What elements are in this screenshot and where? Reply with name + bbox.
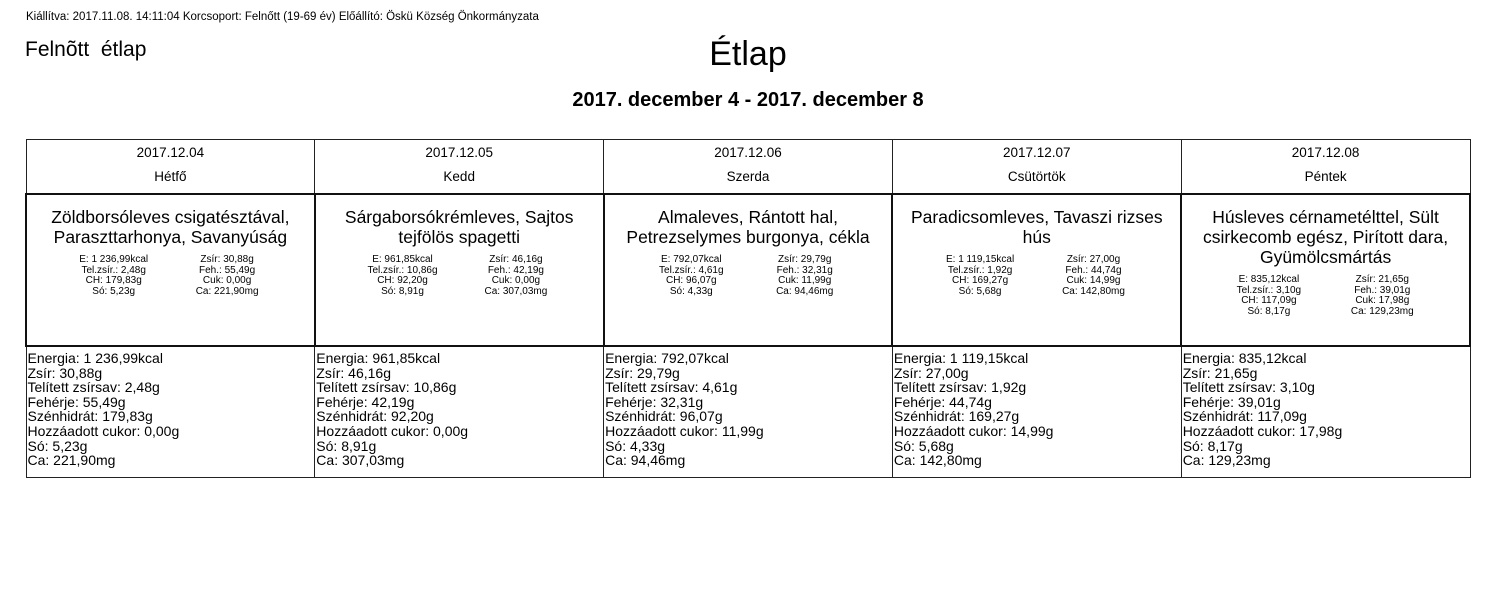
summary-protein: Feh.: 42,19g	[487, 264, 544, 276]
day-date: 2017.12.08	[1291, 145, 1360, 160]
nutrition-protein: Fehérje: 44,74g	[893, 393, 992, 410]
meal-name: Húsleves cérnametélttel, Sült csirkecomb egész, Pirított dara, Gyümölcsmártás	[1203, 207, 1449, 267]
nutrition-sat-fat: Telített zsírsav: 4,61g	[605, 379, 738, 396]
nutrition-carbs: Szénhidrát: 92,20g	[316, 408, 434, 425]
summary-calcium: Ca: 221,90mg	[195, 285, 259, 297]
summary-energy: E: 835,12kcal	[1238, 274, 1300, 285]
day-weekday: Kedd	[443, 169, 475, 184]
summary-salt: Só: 8,17g	[1247, 305, 1291, 317]
day-weekday: Szerda	[726, 169, 770, 184]
nutrition-energy: Energia: 961,85kcal	[316, 350, 441, 366]
summary-sugar: Cuk: 14,99g	[1066, 275, 1121, 286]
summary-carbs: CH: 96,07g	[665, 275, 717, 286]
summary-left	[1212, 275, 1325, 317]
summary-right	[170, 255, 283, 297]
summary-sugar: Cuk: 11,99g	[778, 275, 832, 286]
nutrition-added-sugar: Hozzáadott cukor: 14,99g	[893, 422, 1054, 439]
nutrition-sat-fat: Telített zsírsav: 10,86g	[316, 379, 457, 396]
nutrition-added-sugar: Hozzáadott cukor: 0,00g	[27, 422, 180, 439]
day-date: 2017.12.07	[1003, 145, 1071, 160]
nutrition-protein: Fehérje: 55,49g	[27, 393, 126, 410]
day-header	[892, 140, 1181, 195]
nutrition-cell	[1181, 346, 1470, 478]
summary-energy: E: 1 119,15kcal	[945, 254, 1015, 265]
summary-sat-fat: Tel.zsír.: 3,10g	[1236, 284, 1302, 296]
meal-name: Zöldborsóleves csigatésztával, Paraszttarhonya, Savanyúság	[51, 207, 290, 247]
summary-carbs: CH: 179,83g	[85, 275, 142, 286]
date-range: 2017. december 4 - 2017. december 8	[572, 89, 924, 111]
nutrition-fat: Zsír: 27,00g	[893, 364, 969, 381]
nutrition-salt: Só: 8,91g	[316, 437, 377, 454]
summary-salt: Só: 8,91g	[381, 285, 424, 297]
day-header	[604, 140, 893, 195]
nutrition-added-sugar: Hozzáadott cukor: 11,99g	[605, 422, 764, 439]
nutrition-carbs: Szénhidrát: 169,27g	[893, 408, 1020, 425]
summary-right	[748, 255, 861, 297]
nutrition-cell	[604, 346, 893, 478]
summary-fat: Zsír: 46,16g	[489, 254, 543, 265]
summary-right	[459, 255, 572, 297]
summary-energy: E: 792,07kcal	[660, 254, 722, 265]
summary-calcium: Ca: 142,80mg	[1062, 285, 1125, 297]
day-weekday: Hétfő	[154, 169, 187, 184]
summary-carbs: CH: 92,20g	[377, 275, 428, 286]
nutrition-cell	[315, 346, 604, 478]
nutrition-summary	[1212, 275, 1439, 317]
day-weekday: Csütörtök	[1007, 169, 1066, 184]
nutrition-salt: Só: 5,23g	[27, 437, 88, 454]
nutrition-fat: Zsír: 30,88g	[27, 364, 103, 381]
summary-left	[346, 255, 459, 297]
summary-protein: Feh.: 39,01g	[1354, 284, 1411, 296]
nutrition-salt: Só: 4,33g	[605, 437, 666, 454]
summary-protein: Feh.: 55,49g	[199, 264, 256, 276]
issue-info-line: Kiállítva: 2017.11.08. 14:11:04 Korcsoport: Felnőtt (19-69 év) Előállító: Öskü Község Önkormányzata	[26, 11, 539, 23]
nutrition-summary	[57, 255, 284, 297]
nutrition-calcium: Ca: 221,90mg	[27, 452, 116, 469]
nutrition-calcium: Ca: 142,80mg	[893, 452, 982, 469]
summary-right	[1326, 275, 1439, 317]
meal-cell	[315, 194, 604, 346]
summary-carbs: CH: 117,09g	[1241, 295, 1297, 306]
day-date: 2017.12.05	[425, 145, 493, 160]
nutrition-summary	[635, 255, 862, 297]
nutrition-carbs: Szénhidrát: 179,83g	[27, 408, 153, 425]
nutrition-carbs: Szénhidrát: 117,09g	[1182, 408, 1307, 425]
summary-salt: Só: 5,68g	[958, 285, 1002, 297]
nutrition-energy: Energia: 1 236,99kcal	[27, 350, 163, 366]
summary-calcium: Ca: 94,46mg	[776, 285, 834, 297]
day-date: 2017.12.06	[714, 145, 782, 160]
meal-name: Sárgaborsókrémleves, Sajtos tejfölös spagetti	[344, 207, 574, 247]
nutrition-added-sugar: Hozzáadott cukor: 0,00g	[316, 422, 469, 439]
summary-fat: Zsír: 30,88g	[200, 254, 254, 265]
meal-cell	[604, 194, 893, 346]
nutrition-protein: Fehérje: 32,31g	[605, 393, 704, 410]
day-header	[1181, 140, 1470, 195]
summary-protein: Feh.: 32,31g	[776, 264, 833, 276]
nutrition-cell	[26, 346, 315, 478]
meal-cell	[892, 194, 1181, 346]
summary-left	[57, 255, 170, 297]
nutrition-energy: Energia: 1 119,15kcal	[893, 350, 1029, 366]
summary-sugar: Cuk: 17,98g	[1355, 295, 1410, 306]
summary-left	[923, 255, 1036, 297]
page-title: Étlap	[709, 35, 787, 73]
summary-calcium: Ca: 129,23mg	[1350, 305, 1414, 317]
nutrition-calcium: Ca: 129,23mg	[1182, 452, 1271, 469]
summary-sat-fat: Tel.zsír.: 1,92g	[947, 264, 1013, 276]
day-date: 2017.12.04	[136, 145, 205, 160]
weekly-menu-table	[25, 139, 1471, 478]
nutrition-sat-fat: Telített zsírsav: 2,48g	[27, 379, 160, 396]
nutrition-fat: Zsír: 21,65g	[1182, 364, 1258, 381]
nutrition-fat: Zsír: 29,79g	[605, 364, 680, 381]
summary-fat: Zsír: 21,65g	[1355, 274, 1409, 285]
summary-sugar: Cuk: 0,00g	[202, 275, 252, 286]
summary-right	[1037, 255, 1150, 297]
meal-name: Almaleves, Rántott hal, Petrezselymes burgonya, cékla	[626, 207, 870, 247]
nutrition-salt: Só: 8,17g	[1182, 437, 1243, 454]
day-header-row	[26, 140, 1470, 195]
nutrition-protein: Fehérje: 42,19g	[316, 393, 415, 410]
summary-sat-fat: Tel.zsír.: 10,86g	[367, 264, 438, 276]
day-header	[26, 140, 315, 195]
summary-sat-fat: Tel.zsír.: 2,48g	[81, 264, 146, 276]
summary-calcium: Ca: 307,03mg	[484, 285, 548, 297]
nutrition-calcium: Ca: 94,46mg	[605, 452, 686, 469]
summary-sat-fat: Tel.zsír.: 4,61g	[659, 264, 724, 276]
nutrition-carbs: Szénhidrát: 96,07g	[605, 408, 723, 425]
nutrition-row	[26, 346, 1470, 478]
nutrition-energy: Energia: 792,07kcal	[605, 350, 729, 366]
summary-sugar: Cuk: 0,00g	[491, 275, 541, 286]
nutrition-added-sugar: Hozzáadott cukor: 17,98g	[1182, 422, 1343, 439]
summary-left	[635, 255, 748, 297]
meal-name: Paradicsomleves, Tavaszi rizses hús	[911, 207, 1163, 247]
summary-salt: Só: 5,23g	[92, 285, 136, 297]
nutrition-summary	[346, 255, 573, 297]
nutrition-sat-fat: Telített zsírsav: 3,10g	[1182, 379, 1315, 396]
nutrition-energy: Energia: 835,12kcal	[1182, 350, 1307, 366]
nutrition-cell	[892, 346, 1181, 478]
meal-row	[26, 194, 1470, 346]
summary-fat: Zsír: 27,00g	[1066, 254, 1121, 265]
nutrition-sat-fat: Telített zsírsav: 1,92g	[893, 379, 1027, 396]
summary-protein: Feh.: 44,74g	[1065, 264, 1122, 276]
summary-salt: Só: 4,33g	[669, 285, 713, 297]
summary-carbs: CH: 169,27g	[952, 275, 1009, 286]
nutrition-protein: Fehérje: 39,01g	[1182, 393, 1281, 410]
nutrition-calcium: Ca: 307,03mg	[316, 452, 405, 469]
nutrition-summary	[923, 255, 1150, 297]
menu-subtitle: Felnõtt étlap	[25, 38, 147, 61]
summary-fat: Zsír: 29,79g	[778, 254, 832, 265]
nutrition-fat: Zsír: 46,16g	[316, 364, 391, 381]
nutrition-salt: Só: 5,68g	[893, 437, 954, 454]
day-header	[315, 140, 604, 195]
day-weekday: Péntek	[1304, 169, 1347, 184]
summary-energy: E: 961,85kcal	[372, 254, 433, 265]
meal-cell	[26, 194, 315, 346]
summary-energy: E: 1 236,99kcal	[79, 254, 149, 265]
meal-cell	[1181, 194, 1470, 346]
